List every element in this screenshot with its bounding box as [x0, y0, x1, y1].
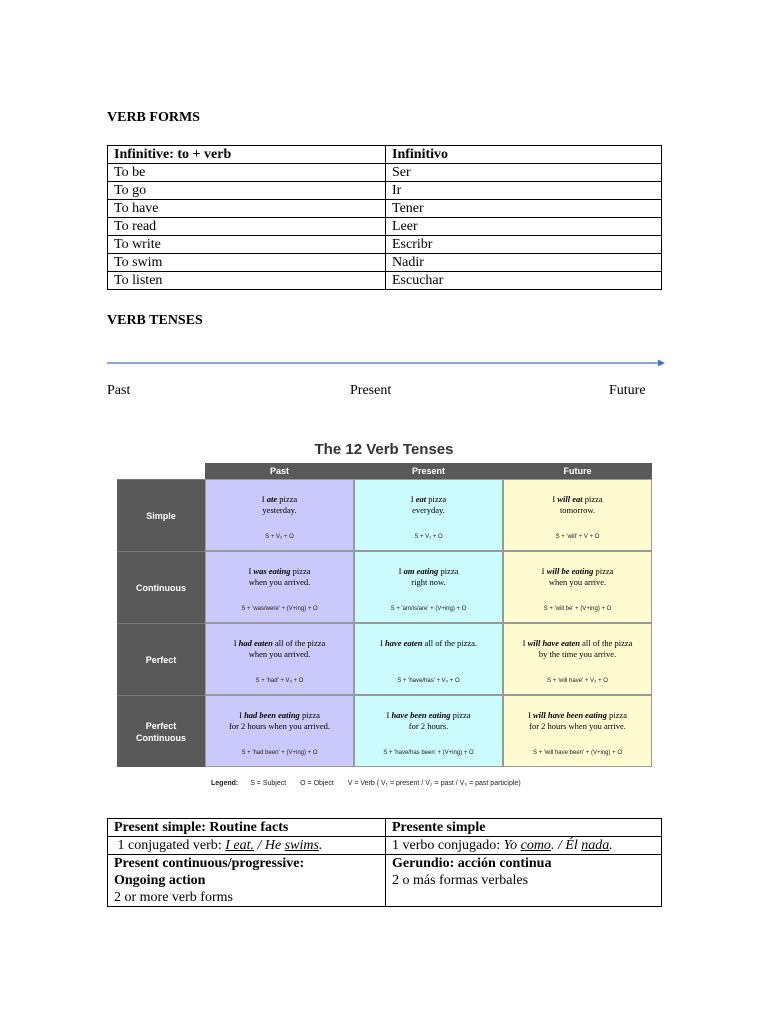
tense-cell	[205, 479, 354, 551]
tense-cell	[354, 551, 503, 623]
table-row	[108, 272, 662, 290]
timeline-label-future: Future	[609, 383, 646, 398]
english-verb: To read	[108, 218, 386, 236]
sentence-pre: I	[522, 638, 528, 648]
presente-simple-description	[386, 837, 662, 855]
present-continuous-cell	[108, 855, 386, 907]
spanish-verb: Tener	[386, 200, 662, 218]
sentence-pre: I	[233, 638, 239, 648]
sentence-line2: for 2 hours when you arrived.	[228, 721, 331, 731]
column-header-future: Future	[503, 463, 652, 479]
tense-formula: S + V₁ + O	[414, 534, 443, 540]
sentence-post: pizza	[582, 494, 603, 504]
present-simple-title: Present simple: Routine facts	[108, 819, 386, 837]
table-row	[108, 182, 662, 200]
example-separator: /	[554, 838, 566, 853]
sentence-pre: I	[379, 638, 385, 648]
tense-cell	[503, 695, 652, 767]
example-sentence	[355, 638, 502, 649]
gerundio-cell	[386, 855, 662, 907]
spanish-verb: Ir	[386, 182, 662, 200]
tense-formula: S + 'will' + V + O	[555, 534, 600, 540]
sentence-line2: when you arrive.	[548, 577, 607, 587]
sentence-post: pizza	[438, 566, 459, 576]
sentence-verb: was eating	[253, 566, 291, 576]
tense-cell	[503, 551, 652, 623]
english-verb: To swim	[108, 254, 386, 272]
table-row	[108, 819, 662, 837]
sentence-post: all of the pizza	[272, 638, 326, 648]
example-sentence	[504, 638, 651, 660]
sentence-verb: will have been eating	[533, 710, 607, 720]
english-verb: To go	[108, 182, 386, 200]
tense-formula: S + 'was/were' + (V+ing) + O	[241, 606, 318, 612]
table-row	[108, 164, 662, 182]
sentence-verb: have been eating	[391, 710, 451, 720]
spanish-verb: Nadir	[386, 254, 662, 272]
example-el: Él nada.	[565, 838, 613, 853]
example-sentence	[206, 494, 353, 516]
sentence-line2: tomorrow.	[559, 505, 596, 515]
present-continuous-text: 2 or more verb forms	[114, 890, 233, 905]
verb-forms-heading: VERB FORMS	[107, 110, 200, 125]
sentence-verb: will be eating	[546, 566, 594, 576]
description-prefix: 1 conjugated verb:	[117, 838, 226, 853]
tense-cell	[354, 479, 503, 551]
sentence-line2: yesterday.	[262, 505, 297, 515]
example-sentence	[355, 494, 502, 516]
sentence-pre: I	[528, 710, 533, 720]
tense-formula: S + 'will be' + (V+ing) + O	[543, 606, 612, 612]
table-row	[108, 254, 662, 272]
tense-formula: S + 'had' + V₃ + O	[255, 678, 304, 684]
present-simple-description	[108, 837, 386, 855]
spanish-verb: Escribr	[386, 236, 662, 254]
tense-cell	[503, 623, 652, 695]
gerundio-title: Gerundio: acción continua	[392, 856, 552, 871]
table-row	[108, 236, 662, 254]
sentence-post: pizza	[290, 566, 311, 576]
example-yo: Yo como.	[503, 838, 555, 853]
legend-subject: S = Subject	[250, 780, 287, 787]
tense-formula: S + 'had been' + (V+ing) + O	[241, 750, 318, 756]
sentence-pre: I	[248, 566, 254, 576]
infographic-title: The 12 Verb Tenses	[314, 441, 454, 458]
tense-cell	[354, 623, 503, 695]
english-verb: To be	[108, 164, 386, 182]
sentence-pre: I	[541, 566, 547, 576]
example-sentence	[206, 566, 353, 588]
sentence-line2: everyday.	[412, 505, 445, 515]
legend-verb: V = Verb ( V₁ = present / V₂ = past / V₃ = past participle)	[347, 780, 521, 787]
tense-cell	[205, 695, 354, 767]
present-continuous-subtitle: Ongoing action	[114, 873, 206, 888]
timeline-label-past: Past	[107, 383, 131, 398]
tense-cell	[205, 551, 354, 623]
column-header-past: Past	[205, 463, 354, 479]
tense-cell	[354, 695, 503, 767]
sentence-pre: I	[410, 494, 416, 504]
sentence-verb: eat	[415, 494, 427, 504]
spanish-verb: Ser	[386, 164, 662, 182]
sentence-pre: I	[552, 494, 558, 504]
sentence-pre: I	[239, 710, 245, 720]
tense-formula: S + V₂ + O	[265, 534, 294, 540]
column-header-present: Present	[354, 463, 503, 479]
sentence-post: pizza	[593, 566, 614, 576]
sentence-verb: have eaten	[384, 638, 423, 648]
tense-formula: S + 'have/has' + V₃ + O	[397, 678, 460, 684]
example-swims: He swims.	[264, 838, 323, 853]
table-row	[108, 855, 662, 907]
infographic-legend	[211, 780, 533, 787]
tense-formula: S + 'have/has been' + (V+ing) + O	[383, 750, 474, 756]
english-verb: To listen	[108, 272, 386, 290]
verb-tenses-grid	[117, 463, 651, 767]
tense-cell	[205, 623, 354, 695]
header-infinitive: Infinitive: to + verb	[108, 146, 386, 164]
sentence-verb: will have eaten	[527, 638, 580, 648]
sentence-verb: ate	[266, 494, 278, 504]
gerundio-text: 2 o más formas verbales	[392, 873, 529, 888]
sentence-line2: for 2 hours when you arrive.	[529, 721, 626, 731]
timeline-arrow	[107, 359, 665, 367]
table-row	[108, 837, 662, 855]
verb-forms-table	[107, 145, 662, 290]
english-verb: To have	[108, 200, 386, 218]
sentence-post: all of the pizza.	[422, 638, 478, 648]
timeline-label-present: Present	[350, 383, 392, 398]
sentence-pre: I	[261, 494, 267, 504]
sentence-verb: will eat	[557, 494, 583, 504]
verb-tenses-heading: VERB TENSES	[107, 313, 203, 328]
table-row	[108, 200, 662, 218]
row-header-perfect-continuous: Perfect Continuous	[117, 695, 205, 767]
example-sentence	[504, 566, 651, 588]
spanish-verb: Leer	[386, 218, 662, 236]
example-sentence	[206, 638, 353, 660]
table-row	[108, 218, 662, 236]
spanish-verb: Escuchar	[386, 272, 662, 290]
tense-formula: S + 'am/is/are' + (V+ing) + O	[390, 606, 467, 612]
sentence-line2: when you arrived.	[248, 649, 311, 659]
sentence-post: pizza	[299, 710, 320, 720]
sentence-pre: I	[386, 710, 392, 720]
legend-object: O = Object	[300, 780, 334, 787]
sentence-post: all of the pizza	[580, 638, 633, 648]
description-prefix: 1 verbo conjugado:	[392, 838, 504, 853]
sentence-post: pizza	[426, 494, 447, 504]
present-continuous-title: Present continuous/progressive:	[114, 856, 305, 871]
row-header-simple: Simple	[117, 479, 205, 551]
example-sentence	[504, 710, 651, 732]
tense-explanations-table	[107, 818, 662, 907]
presente-simple-title: Presente simple	[386, 819, 662, 837]
row-header-perfect: Perfect	[117, 623, 205, 695]
legend-label: Legend:	[211, 780, 239, 787]
sentence-post: pizza	[606, 710, 627, 720]
sentence-post: pizza	[277, 494, 298, 504]
tense-formula: S + 'will have been' + (V+ing) + O	[532, 750, 622, 756]
example-sentence	[206, 710, 353, 732]
sentence-line2: right now.	[411, 577, 446, 587]
header-infinitivo: Infinitivo	[386, 146, 662, 164]
example-sentence	[355, 566, 502, 588]
table-header-row	[108, 146, 662, 164]
sentence-line2: when you arrived.	[248, 577, 311, 587]
example-separator: /	[253, 838, 265, 853]
sentence-verb: am eating	[403, 566, 439, 576]
sentence-post: pizza	[450, 710, 471, 720]
sentence-line2: by the time you arrive.	[538, 649, 617, 659]
english-verb: To write	[108, 236, 386, 254]
sentence-pre: I	[398, 566, 404, 576]
sentence-verb: had eaten	[238, 638, 273, 648]
row-header-continuous: Continuous	[117, 551, 205, 623]
example-sentence	[355, 710, 502, 732]
sentence-verb: had been eating	[244, 710, 300, 720]
example-sentence	[504, 494, 651, 516]
example-eat: I eat.	[225, 838, 254, 853]
sentence-line2: for 2 hours.	[408, 721, 449, 731]
tense-cell	[503, 479, 652, 551]
tense-formula: S + 'will have' + V₃ + O	[547, 678, 608, 684]
